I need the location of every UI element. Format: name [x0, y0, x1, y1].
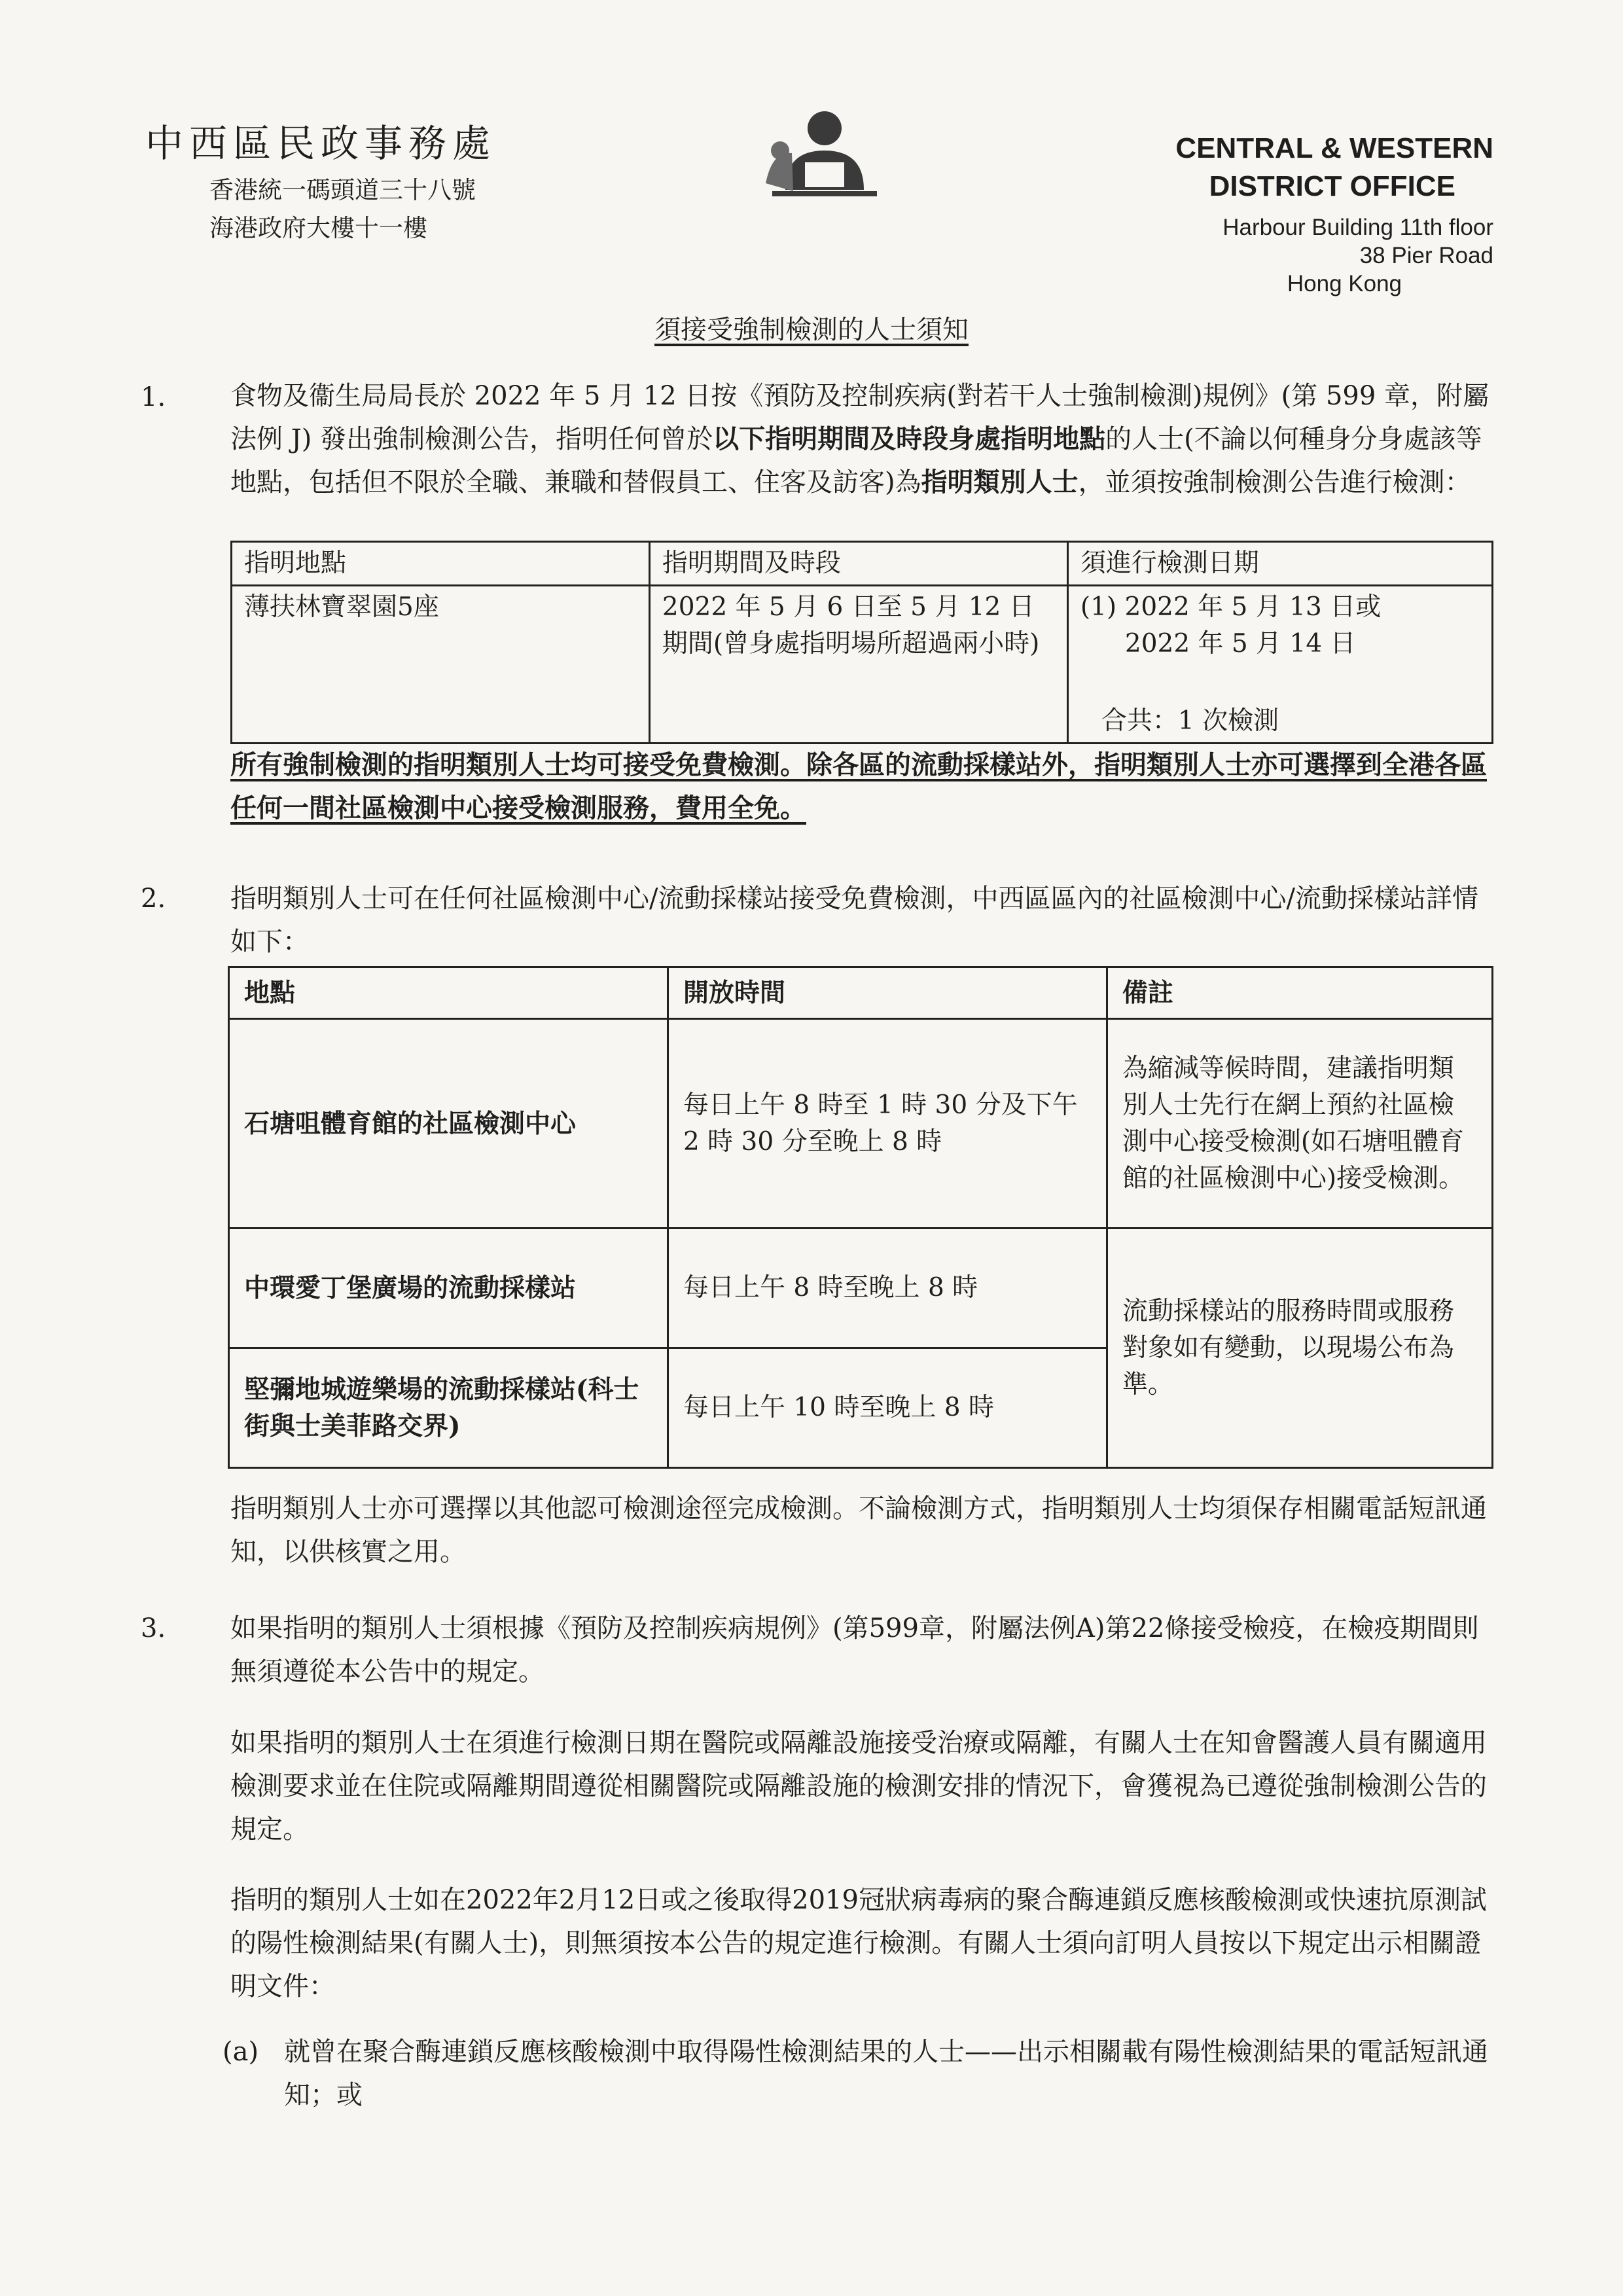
address-en-line3: Hong Kong: [1287, 271, 1402, 296]
period-cell: 2022 年 5 月 6 日至 5 月 12 日期間(曾身處指明場所超過兩小時): [649, 586, 1067, 744]
office-name-en-line2: DISTRICT OFFICE: [1209, 170, 1455, 202]
hours-cell: 每日上午 8 時至晚上 8 時: [668, 1229, 1107, 1348]
office-name-cn: 中西區民政事務處: [145, 121, 497, 166]
test-date-2: 2022 年 5 月 14 日: [1124, 629, 1356, 658]
s1-text-bold-period: 以下指明期間及時段身處指明地點: [713, 423, 1106, 454]
address-en-line2: 38 Pier Road: [1359, 243, 1493, 268]
table-header-test-date: 須進行檢測日期: [1067, 542, 1492, 586]
address-en-line1: Harbour Building 11th floor: [1222, 215, 1493, 240]
remarks-cell: 為縮減等候時間，建議指明類別人士先行在網上預約社區檢測中心接受檢測(如石塘咀體育館的社區檢測中心)接受檢測。: [1107, 1019, 1492, 1229]
test-date-1: (1) 2022 年 5 月 13 日或: [1080, 592, 1382, 622]
s1-text-c: 的人士(不論以何種身分身處該等地點，包括但不限於全職、兼職和替假員工、住客及訪客)為: [230, 424, 1482, 497]
s1-text-bold-class: 指明類別人士: [921, 467, 1079, 497]
s1-text-a: 食物及衞生局局長於 2022 年 5 月 12 日按《預防及控制疾病(對若干人士強制檢測)規例》(第 599 章，附屬法例 J) 發出強制檢測公告，指明任何曾於: [230, 381, 1489, 454]
table-header-hours: 開放時間: [668, 967, 1107, 1019]
section-3-paragraph-2: 如果指明的類別人士在須進行檢測日期在醫院或隔離設施接受治療或隔離，有關人士在知會醫護人員有關適用檢測要求並在住院或隔離期間遵從相關醫院或隔離設施的檢測安排的情況下，會獲視為已遵從強制檢測公告的規定。: [230, 1728, 1487, 1844]
office-header-en: [1175, 130, 1493, 298]
table-row: [229, 1019, 1493, 1229]
location-cell: 堅彌地城遊樂場的流動採樣站(科士街與士美菲路交界): [229, 1348, 668, 1468]
location-cell: 中環愛丁堡廣場的流動採樣站: [229, 1229, 668, 1348]
item-a-label: (a): [223, 2037, 259, 2067]
testing-centre-table: [228, 966, 1493, 1469]
section-2-intro: 指明類別人士可在任何社區檢測中心/流動採樣站接受免費檢測，中西區區內的社區檢測中心/流動採樣站詳情如下：: [230, 884, 1478, 957]
item-a-text: 就曾在聚合酶連鎖反應核酸檢測中取得陽性檢測結果的人士——出示相關載有陽性檢測結果的電話短訊通知；或: [284, 2037, 1488, 2110]
table-header-place: 指明地點: [232, 542, 650, 586]
section-3-number: 3.: [141, 1613, 166, 1643]
specified-place-table: [230, 541, 1493, 744]
section-2-number: 2.: [141, 884, 166, 914]
department-emblem-icon: [759, 105, 883, 203]
free-testing-note: 所有強制檢測的指明類別人士均可接受免費檢測。除各區的流動採樣站外，指明類別人士亦可選擇到全港各區任何一間社區檢測中心接受檢測服務，費用全免。: [230, 749, 1487, 823]
section-3-paragraph-1: 如果指明的類別人士須根據《預防及控制疾病規例》(第599章，附屬法例A)第22條接受檢疫，在檢疫期間則無須遵從本公告中的規定。: [230, 1613, 1479, 1687]
address-cn-line2: 海港政府大樓十一樓: [209, 214, 427, 242]
section-1-number: 1.: [141, 382, 166, 412]
remarks-cell: 流動採樣站的服務時間或服務對象如有變動，以現場公布為準。: [1107, 1229, 1492, 1468]
table-header-location: 地點: [229, 967, 668, 1019]
section-2-after: 指明類別人士亦可選擇以其他認可檢測途徑完成檢測。不論檢測方式，指明類別人士均須保存相關電話短訊通知，以供核實之用。: [230, 1494, 1487, 1567]
table-row: [229, 967, 1493, 1019]
table-row: [229, 1229, 1493, 1348]
office-name-en-line1: CENTRAL & WESTERN: [1175, 132, 1493, 164]
office-address-cn: [209, 171, 476, 247]
test-date-cell: [1067, 586, 1492, 744]
table-row: [232, 586, 1493, 744]
address-cn-line1: 香港統一碼頭道三十八號: [209, 176, 476, 204]
test-total: 合共：1 次檢測: [1101, 706, 1279, 736]
notice-title: 須接受強制檢測的人士須知: [654, 315, 969, 345]
section-1-paragraph: [230, 374, 1493, 504]
location-cell: 石塘咀體育館的社區檢測中心: [229, 1019, 668, 1229]
s1-text-e: ，並須按強制檢測公告進行檢測：: [1078, 467, 1471, 497]
place-cell: 薄扶林寶翠園5座: [232, 586, 650, 744]
table-header-period: 指明期間及時段: [649, 542, 1067, 586]
hours-cell: 每日上午 8 時至 1 時 30 分及下午 2 時 30 分至晚上 8 時: [668, 1019, 1107, 1229]
hours-cell: 每日上午 10 時至晚上 8 時: [668, 1348, 1107, 1468]
table-row: [232, 542, 1493, 586]
section-3-paragraph-3: 指明的類別人士如在2022年2月12日或之後取得2019冠狀病毒病的聚合酶連鎖反應核酸檢測或快速抗原測試的陽性檢測結果(有關人士)，則無須按本公告的規定進行檢測。有關人士須向訂明人員按以下規定出示相關證明文件：: [230, 1885, 1487, 2001]
table-header-remarks: 備註: [1107, 967, 1492, 1019]
